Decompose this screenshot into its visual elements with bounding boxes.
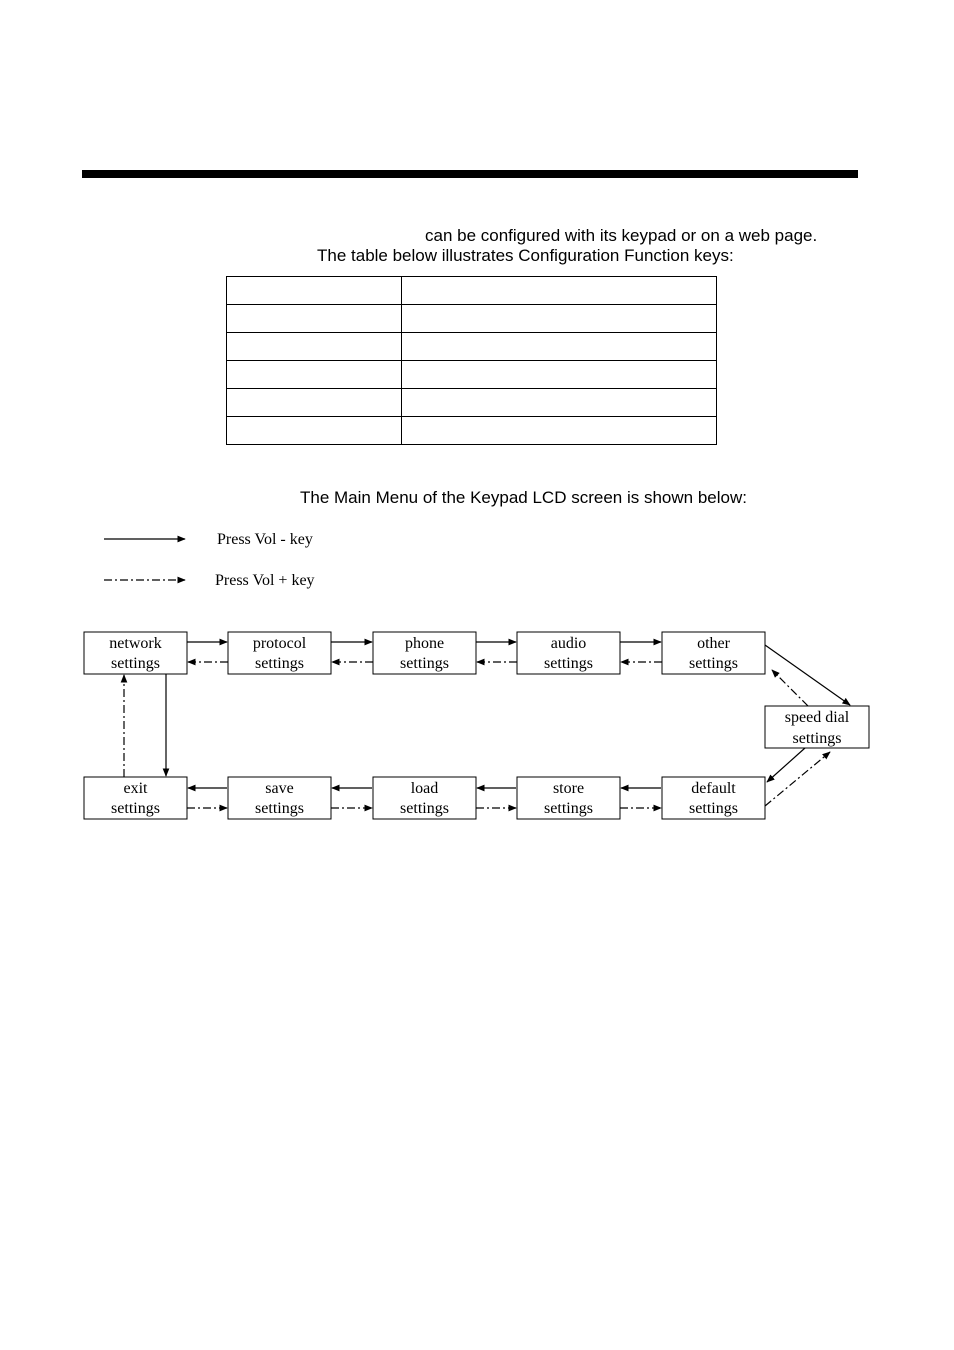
svg-text:settings: settings xyxy=(792,730,842,747)
menu-box-load-settings xyxy=(373,777,476,819)
svg-text:speed dial: speed dial xyxy=(784,709,850,726)
svg-text:settings: settings xyxy=(255,800,304,817)
svg-text:settings: settings xyxy=(111,655,160,672)
svg-text:store: store xyxy=(552,780,585,797)
menu-box-audio-settings xyxy=(517,632,620,674)
svg-text:exit: exit xyxy=(123,780,148,797)
legend-vol-minus-label: Press Vol - key xyxy=(217,531,313,548)
intro-line-1: can be configured with its keypad or on a web page. xyxy=(425,226,818,245)
menu-box-network-settings xyxy=(84,632,187,674)
menu-box-exit-settings xyxy=(84,777,187,819)
menu-box-other-settings xyxy=(662,632,765,674)
svg-text:settings: settings xyxy=(111,800,160,817)
svg-text:protocol: protocol xyxy=(252,635,307,652)
legend-vol-plus-label: Press Vol + key xyxy=(215,572,315,589)
svg-text:phone: phone xyxy=(404,635,445,652)
svg-text:settings: settings xyxy=(689,800,738,817)
svg-text:other: other xyxy=(697,635,730,652)
svg-text:network: network xyxy=(109,635,162,652)
svg-text:settings: settings xyxy=(400,655,449,672)
menu-box-save-settings xyxy=(228,777,331,819)
svg-text:audio: audio xyxy=(550,635,587,652)
menu-box-phone-settings xyxy=(373,632,476,674)
main-menu-caption: The Main Menu of the Keypad LCD screen is shown below: xyxy=(300,488,747,507)
svg-text:load: load xyxy=(410,780,439,797)
svg-text:settings: settings xyxy=(544,800,593,817)
svg-text:settings: settings xyxy=(544,655,593,672)
svg-text:save: save xyxy=(265,780,294,797)
menu-box-default-settings xyxy=(662,777,765,819)
legend xyxy=(104,531,315,589)
intro-line-2: The table below illustrates Configuration Function keys: xyxy=(317,246,734,265)
svg-text:settings: settings xyxy=(689,655,738,672)
svg-text:default: default xyxy=(691,780,736,797)
menu-box-speed-dial-settings xyxy=(765,706,869,748)
svg-text:settings: settings xyxy=(255,655,304,672)
svg-text:settings: settings xyxy=(400,800,449,817)
menu-box-protocol-settings xyxy=(228,632,331,674)
menu-box-store-settings xyxy=(517,777,620,819)
